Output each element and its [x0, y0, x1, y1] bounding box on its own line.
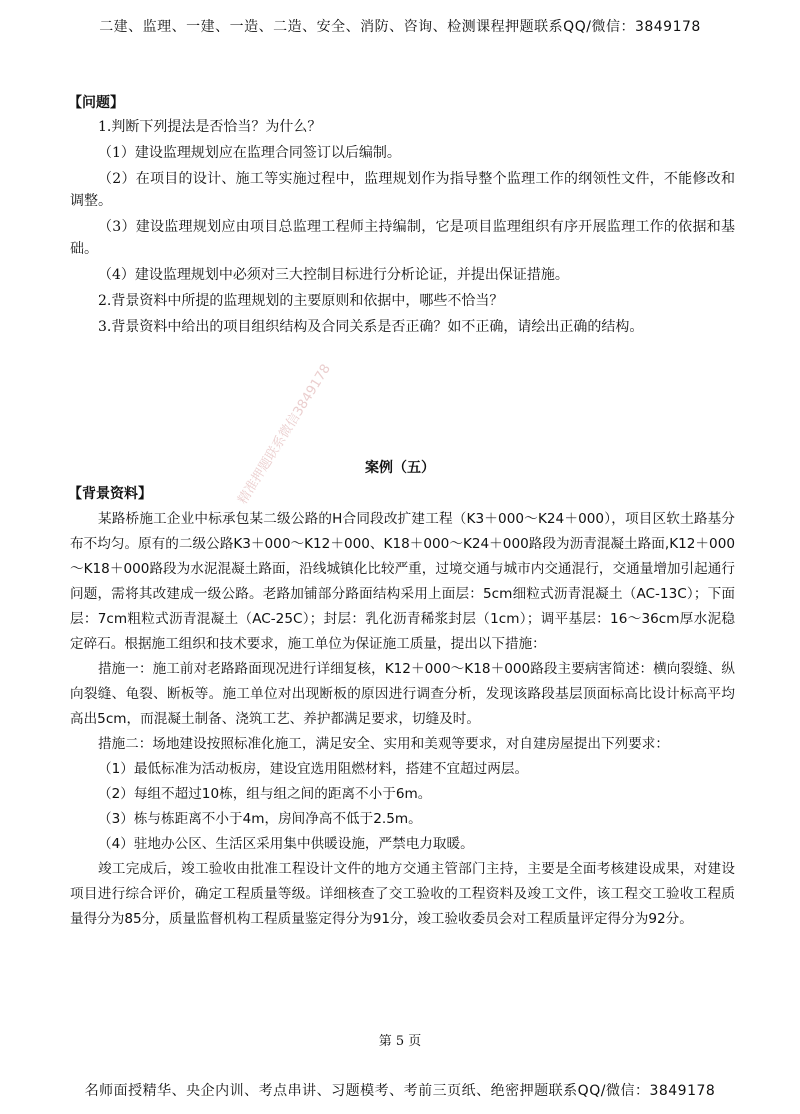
measure-1: 措施一：施工前对老路路面现况进行详细复核，K12＋000～K18＋000路段主要病害简述：横向裂缝、纵向裂缝、龟裂、断板等。施工单位对出现断板的原因进行调查分析，发现该路段基层顶面标高比设计标高平均高出5cm，而混凝土制备、浇筑工艺、养护都满足要求，切缝及时。 — [70, 661, 735, 727]
measure-2-item-4: （4）驻地办公区、生活区采用集中供暖设施，严禁电力取暖。 — [98, 836, 474, 852]
background-heading: 【背景资料】 — [68, 486, 152, 502]
measure-2-item-3: （3）栋与栋距离不小于4m，房间净高不低于2.5m。 — [98, 811, 422, 827]
question-2: 2.背景资料中所提的监理规划的主要原则和依据中，哪些不恰当？ — [98, 293, 504, 309]
question-3: 3.背景资料中给出的项目组织结构及合同关系是否正确？如不正确，请绘出正确的结构。 — [98, 319, 644, 335]
page-number: 第 5 页 — [378, 1034, 422, 1049]
measure-2-item-2: （2）每组不超过10栋，组与组之间的距离不小于6m。 — [98, 786, 432, 802]
watermark: 精准押题联系微信3849178 — [235, 361, 334, 508]
questions-section — [70, 92, 735, 340]
question-1-item-3: （3）建设监理规划应由项目总监理工程师主持编制，它是项目监理组织有序开展监理工作的依据和基础。 — [70, 219, 735, 257]
case-title: 案例（五） — [365, 460, 435, 476]
measure-2-item-1: （1）最低标准为活动板房，建设宜选用阻燃材料，搭建不宜超过两层。 — [98, 761, 529, 777]
completion-paragraph: 竣工完成后，竣工验收由批准工程设计文件的地方交通主管部门主持，主要是全面考核建设成果，对建设项目进行综合评价，确定工程质量等级。详细核查了交工验收的工程资料及竣工文件，该工程交工验收工程质量得分为85分，质量监督机构工程质量鉴定得分为91分，竣工验收委员会对工程质量评定得分为92分。 — [70, 861, 735, 927]
question-1-item-1: （1）建设监理规划应在监理合同签订以后编制。 — [98, 145, 401, 161]
case-section — [70, 483, 735, 932]
question-1: 1.判断下列提法是否恰当？为什么？ — [98, 119, 322, 135]
questions-heading: 【问题】 — [68, 95, 124, 111]
question-1-item-4: （4）建设监理规划中必须对三大控制目标进行分析论证，并提出保证措施。 — [98, 267, 569, 283]
page-footer: 名师面授精华、央企内训、考点串讲、习题模考、考前三页纸、绝密押题联系QQ/微信：3849178 — [84, 1083, 716, 1099]
background-paragraph: 某路桥施工企业中标承包某二级公路的H合同段改扩建工程（K3＋000～K24＋000），项目区软土路基分布不均匀。原有的二级公路K3＋000～K12＋000、K18＋000～K24＋000路段为沥青混凝土路面,K12＋000～K18＋000路段为水泥混凝土路面，沿线城镇化比较严重，过境交通与城市内交通混行，交通量增加引起通行问题，需将其改建成一级公路。老路加铺部分路面结构采用上面层：5cm细粒式沥青混凝土（AC-13C）；下面层：7cm粗粒式沥青混凝土（AC-25C）；封层：乳化沥青稀浆封层（1cm）；调平基层：16～36cm厚水泥稳定碎石。根据施工组织和技术要求，施工单位为保证施工质量，提出以下措施： — [70, 511, 735, 652]
question-1-item-2: （2）在项目的设计、施工等实施过程中，监理规划作为指导整个监理工作的纲领性文件，不能修改和调整。 — [70, 171, 735, 209]
measure-2: 措施二：场地建设按照标准化施工，满足安全、实用和美观等要求，对自建房屋提出下列要求： — [98, 736, 669, 752]
page-header: 二建、监理、一建、一造、二造、安全、消防、咨询、检测课程押题联系QQ/微信：3849178 — [99, 19, 701, 35]
